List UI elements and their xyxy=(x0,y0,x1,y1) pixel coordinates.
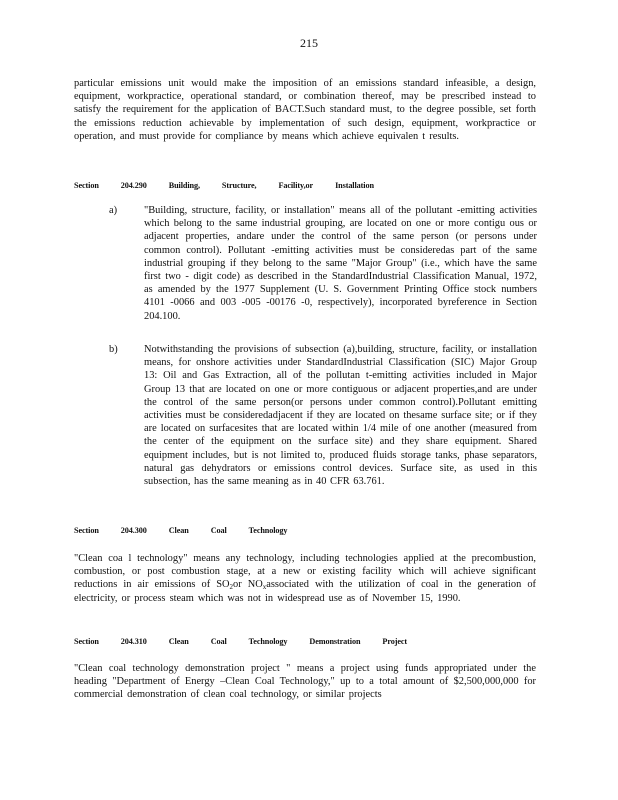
section-204-310-heading xyxy=(74,637,536,646)
heading-word: Technology xyxy=(248,637,288,646)
heading-word: Structure, xyxy=(221,181,257,190)
heading-word: 204.290 xyxy=(120,181,147,190)
heading-word: Section xyxy=(74,637,99,646)
section-204-290-heading xyxy=(74,181,536,190)
subsection-a-text: "Building, structure, facility, or installation" means all of the pollutant -emitting activities which belong to the same industrial grouping, are located on one or more contigu ous or adjacent properties, andare under the control of the same person (or persons under common control). Pollutant -emitting activities must be consideredas part of the same industrial grouping if they belong to the same "Major Group" (i.e., which have the same first two - digit code) as described in the StandardIndustrial Classification Manual, 1972, as amended by the 1977 Supplement (U. S. Government Printing Office stock numbers 4101 -0066 and 003 -005 -00176 -0, respectively), incorporated byreference in Section 204.100. xyxy=(144,205,537,322)
heading-word: Project xyxy=(382,637,408,646)
heading-word: Facility,or xyxy=(278,181,314,190)
section-204-300-heading xyxy=(74,526,536,535)
subsection-b-label: b) xyxy=(109,344,118,355)
heading-word: Section xyxy=(74,181,99,190)
heading-word: 204.310 xyxy=(120,637,147,646)
page-number: 215 xyxy=(300,36,318,50)
heading-word: 204.300 xyxy=(120,526,147,535)
definition-text: "Clean coa l technology" means any technology, including technologies applied at the precombustion, combustion, or post combustion stage, at a new or existing facility which will achieve significant reductions in air emissions of SO xyxy=(74,553,536,591)
definition-text: associated with the utilization of coal in the generation of electricity, or process steam which was not in widespread use as of November 15, 1990. xyxy=(74,579,536,604)
heading-word: Clean xyxy=(168,637,189,646)
heading-word: Demonstration xyxy=(309,637,361,646)
heading-word: Installation xyxy=(335,181,374,190)
so-subscript: 2 xyxy=(229,583,234,592)
definition-text: or NO xyxy=(233,579,263,591)
subsection-b-text: Notwithstanding the provisions of subsection (a),building, structure, facility, or installation means, for onshore activities under StandardIndustrial Classification (SIC) Major Group 13: Oil and Gas Extraction, all of the pollutan t-emitting activities included in Major Group 13 that are located on one or more contiguous or adjacent properties,and are under the control of the same person(or persons under common control).Pollutant emitting activities must be consideredadjacent if they are located on thesame surface site; or if they are located on surfacesites that are located within 1/4 mile of one another (measured from the center of the equipment on the surface site) and they share equipment. Shared equipment includes, but is not limited to, produced fluids storage tanks, phase separators, natural gas dehydrators or emissions control devices. Surface site, as used in this subsection, has the same meaning as in 40 CFR 63.761. xyxy=(144,344,537,488)
heading-word: Clean xyxy=(168,526,189,535)
heading-word: Coal xyxy=(210,637,227,646)
heading-word: Coal xyxy=(210,526,227,535)
clean-coal-demonstration-definition: "Clean coal technology demonstration project " means a project using funds appropriated under the heading "Department of Energy –Clean Coal Technology," up to a total amount of $2,500,000,000 for commercial demonstration of clean coal technology, or similar projects xyxy=(74,663,536,701)
clean-coal-technology-definition xyxy=(74,552,536,605)
no-subscript: x xyxy=(262,583,267,592)
heading-word: Section xyxy=(74,526,99,535)
heading-word: Building, xyxy=(168,181,200,190)
heading-word: Technology xyxy=(248,526,288,535)
intro-paragraph: particular emissions unit would make the imposition of an emissions standard infeasible, a design, equipment, workpractice, operational standard, or combination thereof, may be prescribed instead to satisfy the requirement for the application of BACT.Such standard must, to the degree possible, set forth the emissions reduction achievable by implementation of such design, equipment, workpractice or operation, and must provide for compliance by means which achieve equivalen t results. xyxy=(74,78,536,142)
subsection-a-label: a) xyxy=(109,205,118,216)
